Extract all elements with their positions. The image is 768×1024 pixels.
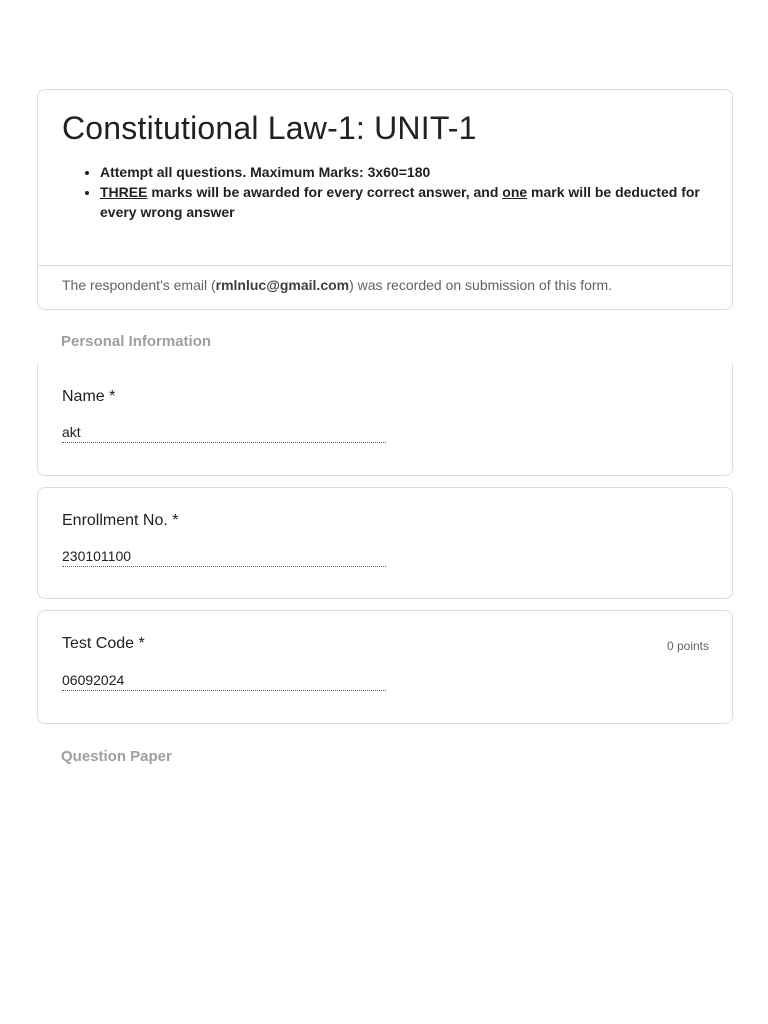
question-label-enrollment: Enrollment No. * (62, 512, 179, 529)
instruction-text: marks will be awarded for every correct answer, and (147, 184, 503, 200)
question-card-name (37, 364, 733, 476)
form-title: Constitutional Law-1: UNIT-1 (62, 110, 477, 146)
points-badge: 0 points (666, 639, 709, 653)
header-divider (38, 265, 732, 266)
enrollment-answer-field[interactable]: 230101100 (62, 548, 386, 567)
instruction-text: Attempt all questions. Maximum Marks: 3x60=180 (100, 164, 431, 180)
respondent-email: rmlnluc@gmail.com (215, 277, 350, 293)
question-card-test-code (37, 610, 733, 724)
instructions-list (62, 162, 722, 222)
instruction-emphasis-three: THREE (100, 184, 148, 200)
section-title-personal-information: Personal Information (61, 333, 212, 350)
respondent-email-note: The respondent's email (rmlnluc@gmail.com) was recorded on submission of this form. (62, 277, 613, 293)
test-code-answer-field[interactable]: 06092024 (62, 672, 386, 691)
name-answer-field[interactable]: akt (62, 424, 386, 443)
instruction-text: mark will be deducted for every wrong answer (100, 184, 700, 220)
question-card-enrollment (37, 487, 733, 599)
question-label-name: Name * (62, 388, 116, 405)
instruction-item (100, 162, 722, 182)
section-title-question-paper: Question Paper (61, 748, 172, 765)
required-asterisk: * (172, 512, 179, 529)
question-label-test-code: Test Code * (62, 635, 145, 652)
form-header-card (37, 89, 733, 310)
required-asterisk: * (104, 388, 116, 405)
required-asterisk: * (134, 635, 145, 652)
instruction-emphasis-one: one (502, 184, 528, 200)
instruction-item (100, 182, 722, 222)
